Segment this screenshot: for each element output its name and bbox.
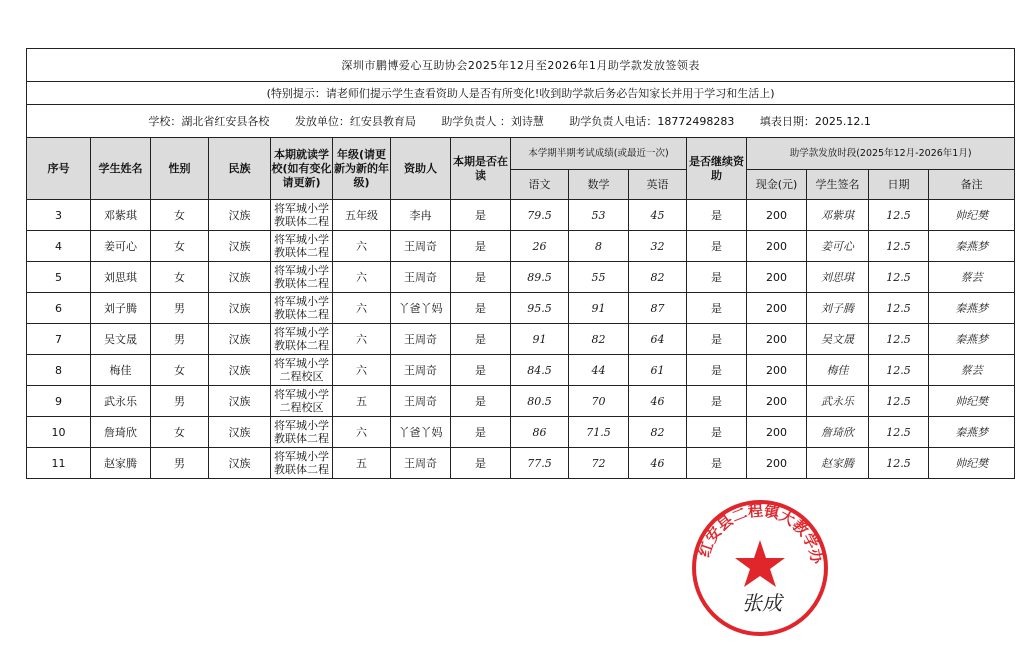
gender: 男 (151, 386, 209, 417)
score-english: 82 (629, 417, 687, 448)
continue-aid: 是 (687, 386, 747, 417)
remark-signature: 秦燕梦 (929, 417, 1015, 448)
school-name: 将军城小学教联体二程 (271, 262, 333, 293)
header-english: 英语 (629, 170, 687, 200)
cash-amount: 200 (747, 200, 807, 231)
grade: 五年级 (333, 200, 391, 231)
table-row (27, 324, 1015, 355)
row-no: 11 (27, 448, 91, 479)
score-english: 64 (629, 324, 687, 355)
row-no: 9 (27, 386, 91, 417)
remark-signature: 帅纪樊 (929, 200, 1015, 231)
score-english: 32 (629, 231, 687, 262)
student-name: 刘子腾 (91, 293, 151, 324)
ethnicity: 汉族 (209, 324, 271, 355)
student-signature: 邓紫琪 (807, 200, 869, 231)
student-name: 邓紫琪 (91, 200, 151, 231)
ethnicity: 汉族 (209, 231, 271, 262)
score-english: 46 (629, 386, 687, 417)
gender: 男 (151, 293, 209, 324)
table-row (27, 231, 1015, 262)
score-chinese: 26 (511, 231, 569, 262)
cash-amount: 200 (747, 448, 807, 479)
ethnicity: 汉族 (209, 386, 271, 417)
score-chinese: 77.5 (511, 448, 569, 479)
remark-signature: 蔡芸 (929, 355, 1015, 386)
score-chinese: 89.5 (511, 262, 569, 293)
student-signature: 吴文晟 (807, 324, 869, 355)
header-payment-group: 助学款发放时段(2025年12月-2026年1月) (747, 138, 1015, 170)
score-chinese: 84.5 (511, 355, 569, 386)
phone-info: 助学负责人电话：18772498283 (569, 115, 735, 128)
cash-amount: 200 (747, 355, 807, 386)
school-name: 将军城小学教联体二程 (271, 324, 333, 355)
cash-amount: 200 (747, 231, 807, 262)
score-math: 70 (569, 386, 629, 417)
ethnicity: 汉族 (209, 355, 271, 386)
grade: 六 (333, 417, 391, 448)
score-math: 44 (569, 355, 629, 386)
student-name: 詹琦欣 (91, 417, 151, 448)
row-no: 3 (27, 200, 91, 231)
header-grade: 年级(请更新为新的年级) (333, 138, 391, 200)
cash-amount: 200 (747, 386, 807, 417)
score-english: 45 (629, 200, 687, 231)
school-name: 将军城小学教联体二程 (271, 293, 333, 324)
sign-date: 12.5 (869, 262, 929, 293)
info-line (27, 105, 1015, 138)
enrolled: 是 (451, 355, 511, 386)
score-math: 71.5 (569, 417, 629, 448)
remark-signature: 帅纪樊 (929, 448, 1015, 479)
enrolled: 是 (451, 293, 511, 324)
header-remark: 备注 (929, 170, 1015, 200)
continue-aid: 是 (687, 231, 747, 262)
student-name: 刘思琪 (91, 262, 151, 293)
row-no: 7 (27, 324, 91, 355)
student-name: 武永乐 (91, 386, 151, 417)
ethnicity: 汉族 (209, 448, 271, 479)
score-chinese: 86 (511, 417, 569, 448)
enrolled: 是 (451, 262, 511, 293)
enrolled: 是 (451, 324, 511, 355)
score-english: 82 (629, 262, 687, 293)
header-sponsor: 资助人 (391, 138, 451, 200)
student-name: 姜可心 (91, 231, 151, 262)
continue-aid: 是 (687, 448, 747, 479)
gender: 女 (151, 200, 209, 231)
continue-aid: 是 (687, 355, 747, 386)
student-signature: 梅佳 (807, 355, 869, 386)
remark-signature: 蔡芸 (929, 262, 1015, 293)
grade: 五 (333, 386, 391, 417)
cash-amount: 200 (747, 324, 807, 355)
score-english: 87 (629, 293, 687, 324)
table-row (27, 293, 1015, 324)
gender: 男 (151, 324, 209, 355)
sign-date: 12.5 (869, 293, 929, 324)
score-chinese: 91 (511, 324, 569, 355)
row-no: 10 (27, 417, 91, 448)
header-no: 序号 (27, 138, 91, 200)
school-name: 将军城小学教联体二程 (271, 448, 333, 479)
remark-signature: 秦燕梦 (929, 231, 1015, 262)
unit-info: 发放单位：红安县教育局 (294, 115, 416, 128)
enrolled: 是 (451, 417, 511, 448)
sponsor: 王周奇 (391, 355, 451, 386)
sponsor: 王周奇 (391, 386, 451, 417)
cash-amount: 200 (747, 262, 807, 293)
score-math: 8 (569, 231, 629, 262)
header-cash: 现金(元) (747, 170, 807, 200)
row-no: 6 (27, 293, 91, 324)
continue-aid: 是 (687, 200, 747, 231)
remark-signature: 帅纪樊 (929, 386, 1015, 417)
ethnicity: 汉族 (209, 262, 271, 293)
sponsor: 王周奇 (391, 324, 451, 355)
student-signature: 赵家腾 (807, 448, 869, 479)
header-math: 数学 (569, 170, 629, 200)
school-name: 将军城小学教联体二程 (271, 200, 333, 231)
special-notice: (特别提示：请老师们提示学生查看资助人是否有所变化!收到助学款后务必告知家长并用于学习和生活上) (27, 82, 1015, 105)
manager-info: 助学负责人 ：刘诗慧 (441, 115, 544, 128)
sponsor: 王周奇 (391, 231, 451, 262)
date-info: 填表日期：2025.12.1 (759, 115, 871, 128)
student-signature: 姜可心 (807, 231, 869, 262)
row-no: 5 (27, 262, 91, 293)
score-chinese: 95.5 (511, 293, 569, 324)
gender: 女 (151, 262, 209, 293)
student-rows (27, 200, 1015, 479)
disbursement-table (26, 48, 1015, 479)
table-row (27, 448, 1015, 479)
student-name: 梅佳 (91, 355, 151, 386)
table-row (27, 386, 1015, 417)
header-chinese: 语文 (511, 170, 569, 200)
official-stamp (690, 498, 830, 638)
header-name: 学生姓名 (91, 138, 151, 200)
header-enrolled: 本期是否在读 (451, 138, 511, 200)
stamp-signature: 张成 (742, 591, 782, 615)
table-row (27, 417, 1015, 448)
student-signature: 刘子腾 (807, 293, 869, 324)
sponsor: 王周奇 (391, 262, 451, 293)
star-icon (735, 540, 785, 587)
student-name: 吴文晟 (91, 324, 151, 355)
enrolled: 是 (451, 231, 511, 262)
student-name: 赵家腾 (91, 448, 151, 479)
page-title: 深圳市鹏博爱心互助协会2025年12月至2026年1月助学款发放签领表 (27, 49, 1015, 82)
header-ethnicity: 民族 (209, 138, 271, 200)
grade: 六 (333, 324, 391, 355)
grade: 六 (333, 293, 391, 324)
cash-amount: 200 (747, 417, 807, 448)
sign-date: 12.5 (869, 231, 929, 262)
row-no: 8 (27, 355, 91, 386)
enrolled: 是 (451, 448, 511, 479)
continue-aid: 是 (687, 293, 747, 324)
continue-aid: 是 (687, 417, 747, 448)
student-signature: 刘思琪 (807, 262, 869, 293)
score-math: 91 (569, 293, 629, 324)
header-school: 本期就读学校(如有变化请更新) (271, 138, 333, 200)
remark-signature: 秦燕梦 (929, 293, 1015, 324)
grade: 六 (333, 231, 391, 262)
header-gender: 性别 (151, 138, 209, 200)
header-scores-group: 本学期半期考试成绩(或最近一次) (511, 138, 687, 170)
sign-date: 12.5 (869, 200, 929, 231)
score-math: 72 (569, 448, 629, 479)
gender: 女 (151, 355, 209, 386)
cash-amount: 200 (747, 293, 807, 324)
header-signature: 学生签名 (807, 170, 869, 200)
grade: 六 (333, 262, 391, 293)
gender: 女 (151, 231, 209, 262)
school-name: 将军城小学教联体二程 (271, 417, 333, 448)
score-chinese: 79.5 (511, 200, 569, 231)
enrolled: 是 (451, 386, 511, 417)
ethnicity: 汉族 (209, 293, 271, 324)
sign-date: 12.5 (869, 355, 929, 386)
form-sheet (26, 48, 994, 479)
score-chinese: 80.5 (511, 386, 569, 417)
score-math: 55 (569, 262, 629, 293)
table-row (27, 262, 1015, 293)
score-english: 61 (629, 355, 687, 386)
grade: 六 (333, 355, 391, 386)
stamp-text: 红安县二程镇大教学办 (695, 501, 827, 566)
header-date: 日期 (869, 170, 929, 200)
gender: 女 (151, 417, 209, 448)
row-no: 4 (27, 231, 91, 262)
ethnicity: 汉族 (209, 200, 271, 231)
sign-date: 12.5 (869, 386, 929, 417)
continue-aid: 是 (687, 324, 747, 355)
sponsor: 丫爸丫妈 (391, 417, 451, 448)
sponsor: 王周奇 (391, 448, 451, 479)
enrolled: 是 (451, 200, 511, 231)
table-row (27, 200, 1015, 231)
school-name: 将军城小学二程校区 (271, 386, 333, 417)
grade: 五 (333, 448, 391, 479)
continue-aid: 是 (687, 262, 747, 293)
school-info: 学校：湖北省红安县各校 (148, 115, 270, 128)
school-name: 将军城小学二程校区 (271, 355, 333, 386)
gender: 男 (151, 448, 209, 479)
score-english: 46 (629, 448, 687, 479)
score-math: 53 (569, 200, 629, 231)
sign-date: 12.5 (869, 324, 929, 355)
score-math: 82 (569, 324, 629, 355)
student-signature: 詹琦欣 (807, 417, 869, 448)
sponsor: 丫爸丫妈 (391, 293, 451, 324)
table-row (27, 355, 1015, 386)
school-name: 将军城小学教联体二程 (271, 231, 333, 262)
student-signature: 武永乐 (807, 386, 869, 417)
sign-date: 12.5 (869, 448, 929, 479)
ethnicity: 汉族 (209, 417, 271, 448)
sponsor: 李冉 (391, 200, 451, 231)
remark-signature: 秦燕梦 (929, 324, 1015, 355)
sign-date: 12.5 (869, 417, 929, 448)
header-continue: 是否继续资助 (687, 138, 747, 200)
